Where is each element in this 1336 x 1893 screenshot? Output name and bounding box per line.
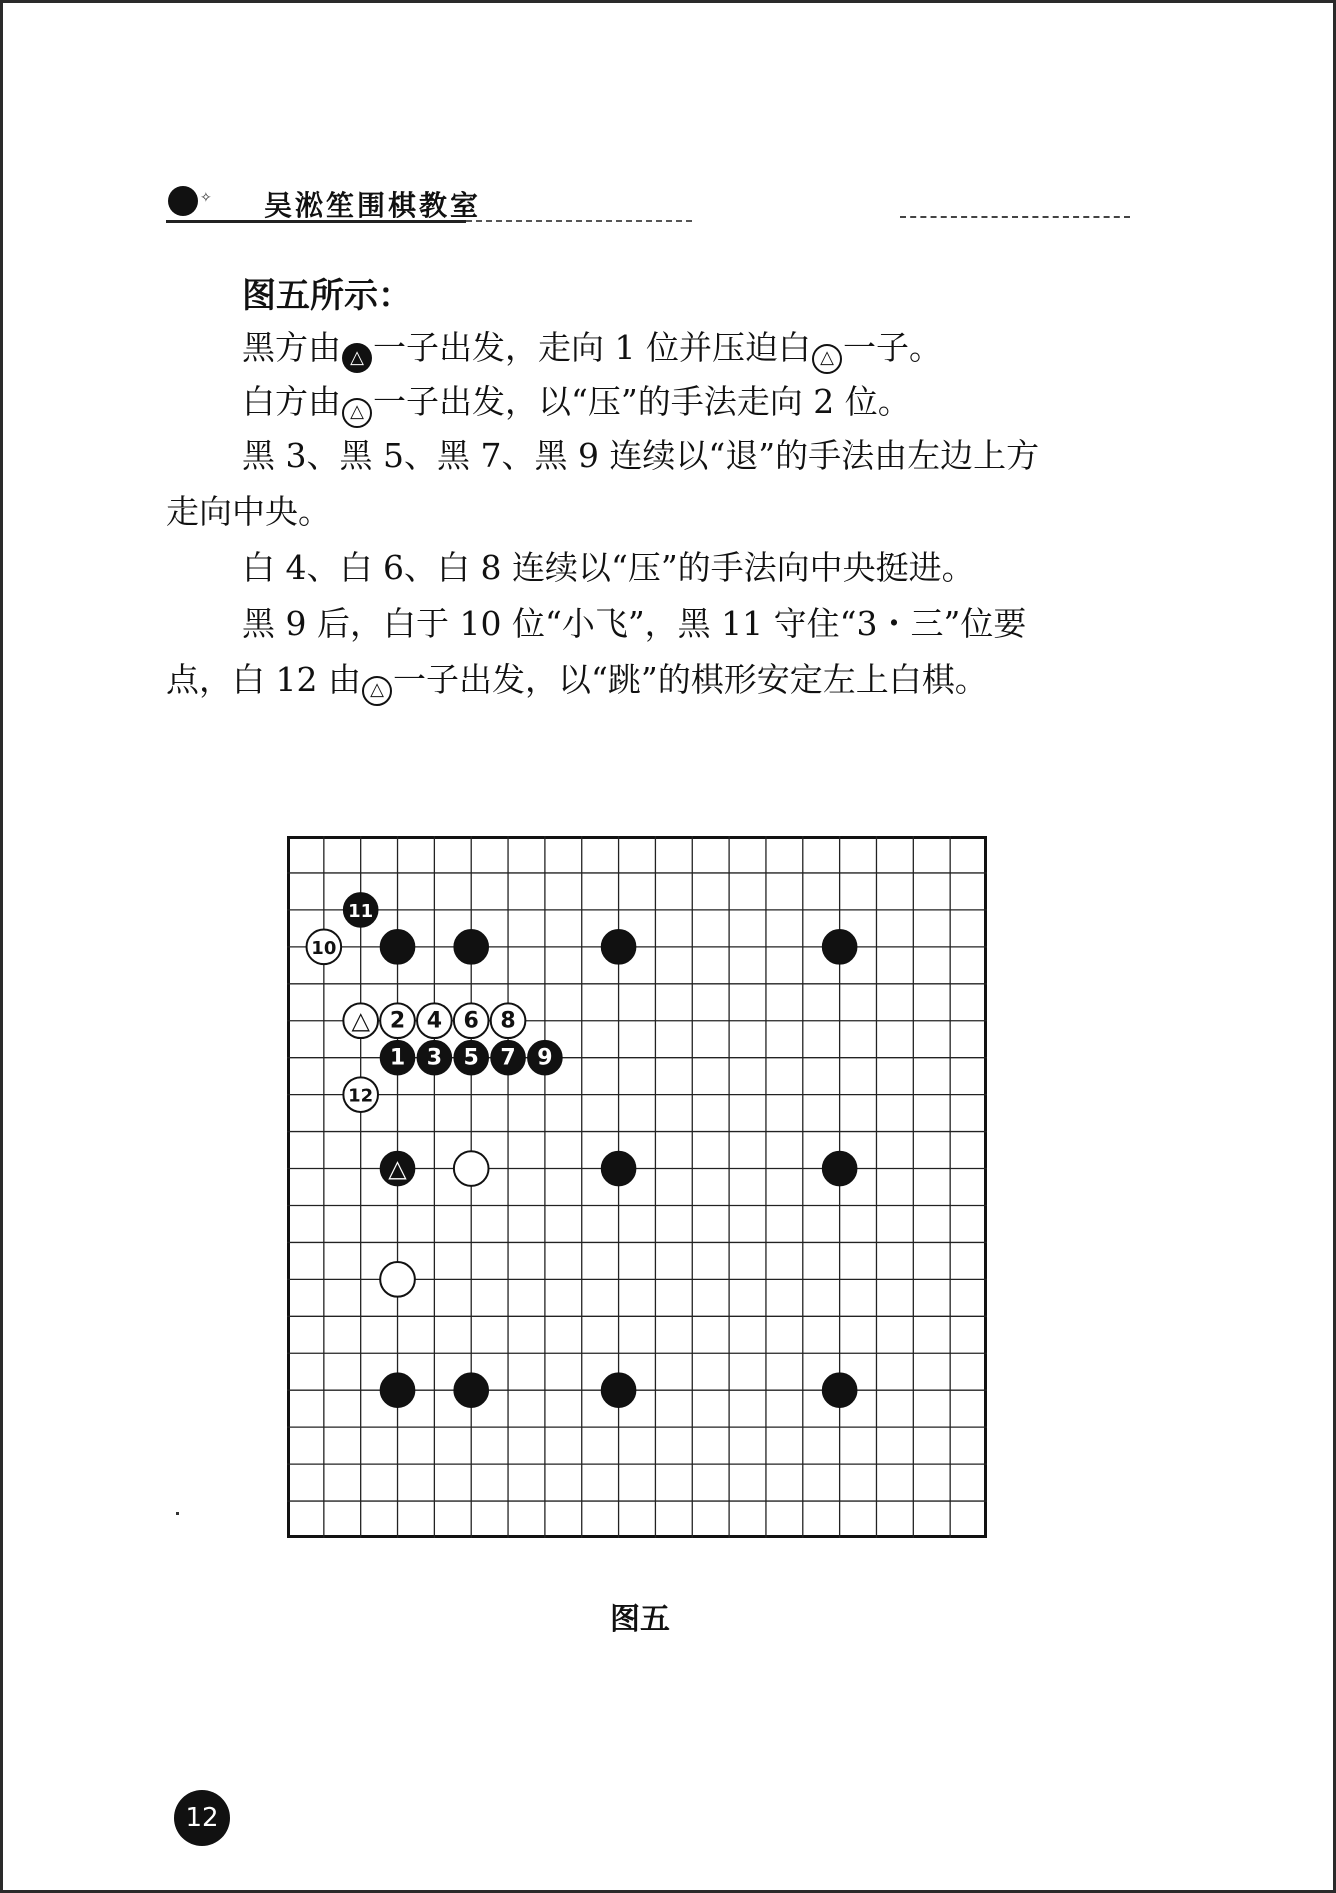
black-stone [822, 930, 857, 965]
stone-label: 11 [348, 900, 374, 922]
stone-label: 12 [348, 1085, 374, 1107]
page-number: 12 [174, 1790, 230, 1846]
stone-label: △ [388, 1154, 407, 1183]
p5-cont-text-a: 点，白 12 由 [166, 660, 361, 699]
paragraph-4: 白 4、白 6、白 8 连续以“压”的手法向中央挺进。 [242, 548, 975, 587]
stone-label: 9 [537, 1045, 553, 1071]
go-board-diagram [287, 836, 987, 1538]
stone-label: 8 [500, 1008, 516, 1034]
stone-label: 4 [426, 1008, 443, 1034]
paragraph-1 [242, 320, 942, 376]
running-header [166, 184, 1130, 224]
black-stone [380, 1373, 415, 1408]
stone-label: 3 [426, 1045, 443, 1071]
black-stone [822, 1373, 857, 1408]
paragraph-3-continued: 走向中央。 [166, 492, 331, 531]
header-bullet-icon [168, 186, 198, 216]
p1-text-b: 一子出发，走向 1 位并压迫白 [373, 328, 811, 367]
white-triangle-stone-icon: △ [342, 398, 372, 428]
stone-label: 1 [389, 1045, 406, 1071]
white-stone [454, 1151, 489, 1186]
paragraph-2 [242, 374, 911, 430]
header-dash-right [900, 216, 1130, 218]
p1-text-c: 一子。 [842, 328, 942, 367]
stone-label: 6 [463, 1008, 479, 1034]
book-title: 吴淞笙围棋教室 [264, 189, 482, 222]
stone-label: 7 [500, 1045, 516, 1071]
black-triangle-stone-icon: △ [342, 343, 372, 373]
figure-caption: 图五 [610, 1602, 670, 1637]
stone-label: 5 [463, 1045, 479, 1071]
white-stone [380, 1262, 415, 1297]
p2-text-a: 白方由 [242, 382, 341, 421]
stone-label: 2 [389, 1008, 406, 1034]
scan-speck [176, 1512, 179, 1515]
p5-cont-text-b: 一子出发，以“跳”的棋形安定左上白棋。 [392, 660, 988, 699]
section-heading: 图五所示： [242, 276, 412, 316]
p2-text-b: 一子出发，以“压”的手法走向 2 位。 [373, 382, 911, 421]
black-stone [601, 930, 636, 965]
black-stone [380, 930, 415, 965]
paragraph-5-continued [166, 652, 988, 708]
black-stone [454, 930, 489, 965]
black-stone [601, 1373, 636, 1408]
stone-label: 10 [311, 937, 337, 959]
white-triangle-stone-icon: △ [812, 344, 842, 374]
header-rule [166, 220, 466, 223]
white-triangle-stone-icon: △ [362, 676, 392, 706]
black-stone [601, 1151, 636, 1186]
p1-text-a: 黑方由 [242, 328, 341, 367]
header-dash-left [466, 220, 692, 222]
header-sparkle-icon: ✧ [200, 190, 212, 206]
black-stone [822, 1151, 857, 1186]
stone-label: △ [351, 1006, 370, 1035]
go-board-svg [287, 836, 987, 1538]
paragraph-5: 黑 9 后，白于 10 位“小飞”，黑 11 守住“3・三”位要 [242, 604, 1027, 643]
paragraph-3: 黑 3、黑 5、黑 7、黑 9 连续以“退”的手法由左边上方 [242, 436, 1040, 475]
black-stone [454, 1373, 489, 1408]
